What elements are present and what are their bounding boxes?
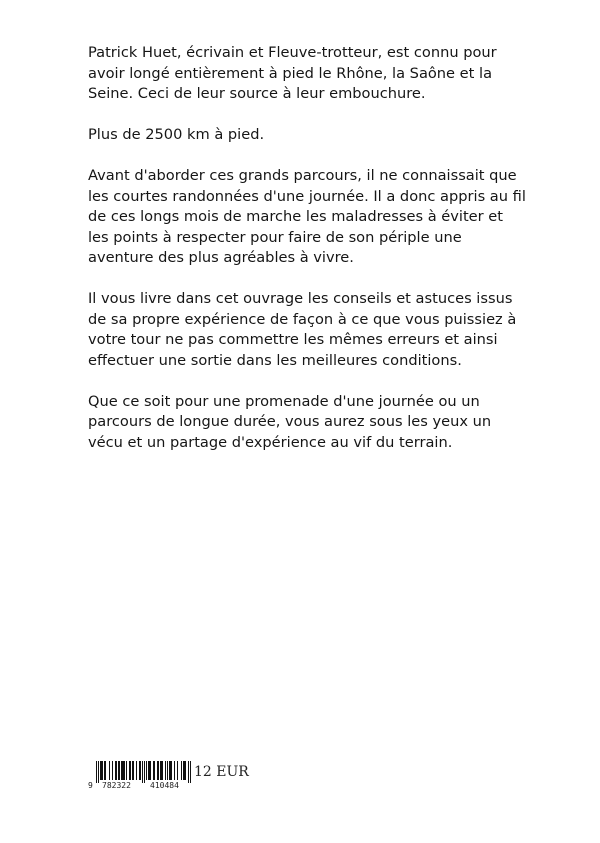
barcode-bar [188,761,189,783]
barcode-bar [115,761,116,780]
barcode-bar [150,761,151,780]
barcode-bar [109,761,110,780]
barcode-bar [104,761,105,780]
barcode-bar [174,761,175,780]
barcode-bar [184,761,185,780]
barcode-bar [157,761,158,780]
barcode-bar [148,761,149,780]
barcode-bar [123,761,124,780]
barcode-digits-left: 782322 [102,781,131,789]
barcode-bar [161,761,162,780]
barcode-bar [183,761,184,780]
barcode-bar [181,761,182,780]
paragraph-book-content: Il vous livre dans cet ouvrage les conseils et astuces issus de sa propre expérience de façon à ce que vous puissiez à votre tour ne pas commettre les mêmes erreurs et ainsi effectuer une sortie dans les meilleures conditions. [88,290,517,369]
barcode-bar [170,761,171,780]
barcode-digits-right: 410484 [150,781,179,789]
barcode-bar [158,761,159,780]
barcode-bar [129,761,130,780]
price-label: 12 EUR [194,764,249,780]
barcode-bar [162,761,163,780]
barcode-bar [116,761,117,780]
barcode-bar [139,761,140,780]
barcode-digit-first: 9 [88,781,93,789]
barcode-bar [122,761,123,780]
barcode-bar [96,761,97,783]
barcode-bar [100,761,101,780]
barcode-bar [126,761,127,780]
barcode-bar [177,761,178,780]
back-cover-text [88,43,528,474]
barcode-bar [149,761,150,780]
paragraph-distance: Plus de 2500 km à pied. [88,126,265,143]
barcode-bar [98,761,99,783]
barcode-bar [154,761,155,780]
barcode-bar [190,761,191,783]
barcode-bar [119,761,120,780]
barcode-bar [132,761,133,780]
barcode-bar [136,761,137,780]
paragraph-background: Avant d'aborder ces grands parcours, il ne connaissait que les courtes randonnées d'une journée. Il a donc appris au fil de ces longs mois de marche les maladresses à éviter et les points à respecter pour faire de son périple une aventure des plus agréables à vivre. [88,167,526,266]
barcode-bar [171,761,172,780]
barcode-bar [144,761,145,783]
barcode-bar [124,761,125,780]
barcode-bar [142,761,143,783]
paragraph-closing: Que ce soit pour une promenade d'une journée ou un parcours de longue durée, vous aurez sous les yeux un vécu et un partage d'expérience au vif du terrain. [88,392,492,451]
barcode-bar [140,761,141,780]
barcode-bar [167,761,168,780]
barcode-bar [165,761,166,780]
barcode-bar [112,761,113,780]
barcode-bar [146,761,147,780]
barcode-bar [101,761,102,780]
barcode-bar [169,761,170,780]
barcode-bar [153,761,154,780]
paragraph-author-intro: Patrick Huet, écrivain et Fleuve-trotteur, est connu pour avoir longé entièrement à pied le Rhône, la Saône et la Seine. Ceci de leur source à leur embouchure. [88,44,497,102]
barcode-bar [102,761,103,780]
barcode-bar [121,761,122,780]
barcode-bar [160,761,161,780]
barcode-bar [133,761,134,780]
barcode-bar [118,761,119,780]
barcode-bar [105,761,106,780]
isbn-barcode [88,761,192,789]
barcode-bar [185,761,186,780]
barcode-bar [130,761,131,780]
